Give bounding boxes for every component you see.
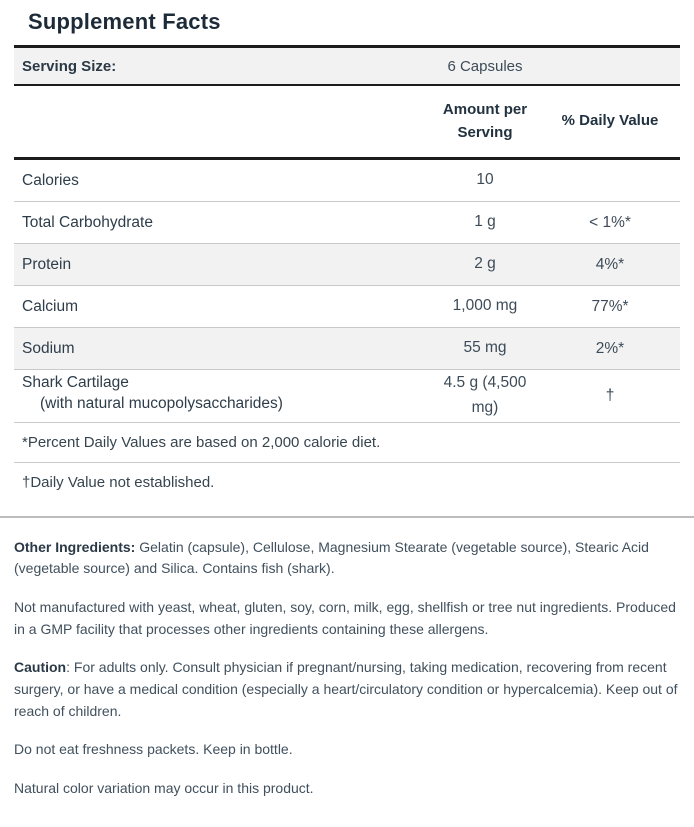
nutrient-daily-value: < 1%*: [589, 213, 631, 231]
nutrient-daily-value: 77%*: [591, 297, 629, 315]
nutrient-daily-value: 2%*: [595, 339, 625, 357]
caution-label: Caution: [14, 659, 67, 676]
allergen-paragraph: [14, 597, 680, 640]
table-header-row: [14, 86, 680, 157]
nutrient-name: Calcium: [22, 297, 78, 315]
serving-size-label: Serving Size:: [22, 57, 117, 75]
table-row: [14, 286, 680, 327]
nutrient-name: Calories: [22, 171, 79, 189]
serving-size-row: [14, 48, 680, 84]
color-note-paragraph: [14, 778, 680, 800]
nutrient-name: Shark Cartilage (with natural mucopolysaccharides): [14, 374, 430, 417]
caution-text: : For adults only. Consult physician if pregnant/nursing, taking medication, recovering from recent surgery, or have a medical condition (especially a heart/circulatory condition or hypercalcemia). Keep out of reach of children.: [14, 659, 678, 719]
daily-value-column-header: % Daily Value: [561, 112, 659, 130]
freshness-paragraph: [14, 739, 680, 761]
fact-rows: [14, 160, 680, 422]
nutrient-amount: 1,000 mg: [452, 297, 518, 315]
nutrient-daily-value: 4%*: [595, 255, 625, 273]
table-row: [14, 202, 680, 243]
color-note-text: Natural color variation may occur in this product.: [14, 780, 314, 797]
nutrient-amount: 4.5 g (4,500 mg): [443, 374, 527, 416]
dagger-footnote-text: †Daily Value not established.: [22, 473, 215, 491]
allergen-text: Not manufactured with yeast, wheat, gluten, soy, corn, milk, egg, shellfish or tree nut ingredients. Produced in a GMP facility that processes other ingredients containing these allergens.: [14, 598, 676, 637]
serving-size-value: 6 Capsules: [447, 57, 523, 75]
table-row: [14, 160, 680, 201]
nutrient-daily-value: †: [605, 386, 615, 404]
table-row: [14, 244, 680, 285]
percent-dv-footnote-text: *Percent Daily Values are based on 2,000 calorie diet.: [22, 433, 381, 451]
other-ingredients-label: Other Ingredients:: [14, 538, 136, 555]
percent-dv-footnote: [14, 423, 680, 462]
nutrient-amount: 2 g: [474, 255, 496, 273]
amount-column-header: Amount per Serving: [442, 101, 528, 141]
page-title: Supplement Facts: [28, 9, 221, 34]
nutrient-name: Protein: [22, 255, 72, 273]
nutrient-subname: (with natural mucopolysaccharides): [40, 395, 283, 413]
facts-panel: [14, 45, 680, 502]
table-row: [14, 328, 680, 369]
nutrient-amount: 55 mg: [463, 339, 507, 357]
other-ingredients-paragraph: [14, 537, 680, 580]
dagger-footnote: [14, 463, 680, 502]
nutrient-name: Sodium: [22, 339, 75, 357]
caution-paragraph: [14, 657, 680, 722]
freshness-text: Do not eat freshness packets. Keep in bottle.: [14, 741, 293, 758]
nutrient-amount: 1 g: [474, 213, 496, 231]
table-row: [14, 370, 680, 422]
nutrient-name: Total Carbohydrate: [22, 213, 153, 231]
bottom-text-section: [0, 518, 694, 800]
nutrient-amount: 10: [476, 171, 494, 189]
other-ingredients-text: Gelatin (capsule), Cellulose, Magnesium Stearate (vegetable source), Stearic Acid (vegetable source) and Silica. Contains fish (shark).: [14, 538, 649, 577]
